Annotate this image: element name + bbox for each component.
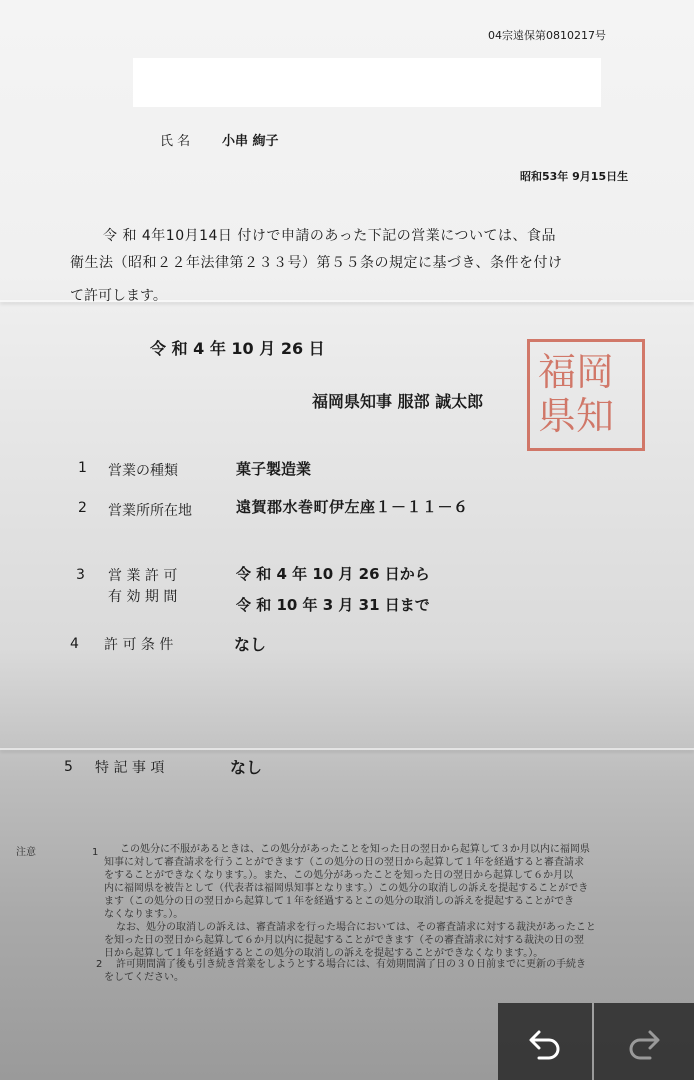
item-label: 営業の種類 (108, 463, 178, 479)
redo-button[interactable] (594, 1003, 694, 1080)
note-number: 1 (92, 847, 99, 858)
note-line: を知った日の翌日から起算して６か月以内に提起することができます（その審査請求に対する裁決の日の翌 (104, 935, 584, 946)
note-line: 許可期間満了後も引き続き営業をしようとする場合には、有効期間満了日の３０日前までに更新の手続き (116, 959, 586, 970)
body-line-2: 衛生法（昭和２２年法律第２３３号）第５５条の規定に基づき、条件を付け (70, 255, 563, 271)
undo-button[interactable] (498, 1003, 592, 1080)
body-line-3: て許可します。 (70, 288, 167, 304)
note-line: ます（この処分の日の翌日から起算して１年を経過するとこの処分の取消しの訴えを提起することができ (104, 896, 574, 907)
issuer-name: 福岡県知事 服部 誠太郎 (312, 392, 484, 411)
item-number: 3 (76, 567, 85, 583)
item-number: 4 (70, 636, 79, 652)
birth-date: 昭和53年 9月15日生 (520, 170, 629, 183)
issue-date: 令 和 4 年 10 月 26 日 (150, 339, 325, 358)
document-number: 04宗遠保第0810217号 (488, 29, 606, 42)
note-line: 知事に対して審査請求を行うことができます（この処分の日の翌日から起算して１年を経過すると審査請求 (104, 857, 584, 868)
notes-heading: 注意 (16, 847, 36, 858)
redo-icon (624, 1022, 664, 1062)
item-number: 2 (78, 500, 87, 516)
body-line-1: 令 和 4年10月14日 付けで申請のあった下記の営業については、食品 (103, 228, 556, 244)
item-value: なし (234, 635, 267, 654)
item-label-2: 有 効 期 間 (108, 589, 178, 605)
note-line: 日から起算して１年を経過するとこの処分の取消しの訴えを提起することができなくなります。）。 (104, 948, 544, 959)
item-number: 5 (64, 759, 73, 775)
item-label: 営業所所在地 (108, 503, 192, 519)
item-value: 令 和 4 年 10 月 26 日から (236, 565, 430, 583)
note-line: なくなります。）。 (104, 909, 184, 920)
item-value-2: 令 和 10 年 3 月 31 日まで (236, 596, 430, 614)
note-number: 2 (96, 959, 103, 970)
item-value: 遠賀郡水巻町伊左座１－１１－６ (236, 498, 469, 516)
item-label: 許 可 条 件 (104, 637, 174, 653)
item-label: 営 業 許 可 (108, 568, 178, 584)
item-value: なし (230, 758, 263, 777)
item-value: 菓子製造業 (236, 460, 312, 478)
item-number: 1 (78, 460, 87, 476)
note-line: 内に福岡県を被告として（代表者は福岡県知事となります。）この処分の取消しの訴えを提起することができ (104, 883, 589, 894)
name-label: 氏 名 (160, 134, 191, 149)
item-label: 特 記 事 項 (95, 760, 165, 776)
note-line: をすることができなくなります。）。また、この処分があったことを知った日の翌日から起算して６か月以 (104, 870, 574, 881)
paper-fold (0, 748, 694, 750)
name-value: 小串 絢子 (222, 134, 279, 149)
note-line: この処分に不服があるときは、この処分があったことを知った日の翌日から起算して３か月以内に福岡県 (120, 844, 590, 855)
note-line: をしてください。 (104, 972, 184, 983)
redacted-area (133, 58, 601, 107)
official-seal: 福岡 県知 (527, 339, 645, 451)
note-line: なお、処分の取消しの訴えは、審査請求を行った場合においては、その審査請求に対する裁決があったこと (116, 922, 596, 933)
undo-icon (525, 1022, 565, 1062)
